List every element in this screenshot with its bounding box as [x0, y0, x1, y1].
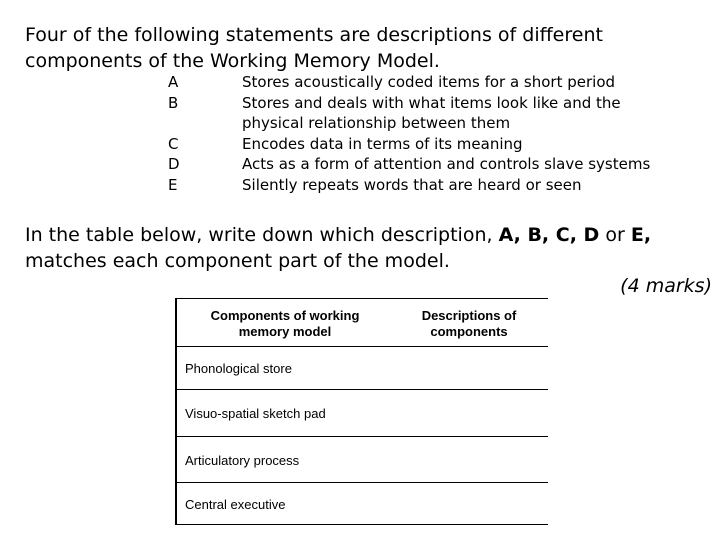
option-letter-d: D [168, 155, 180, 173]
component-visuo-spatial-sketch-pad: Visuo-spatial sketch pad [185, 406, 326, 421]
table-row [177, 483, 548, 524]
header-descriptions-line-1: Descriptions of [421, 308, 517, 323]
marks-label: (4 marks) [620, 275, 712, 297]
description-answer-cell[interactable] [392, 453, 542, 469]
answer-table [175, 298, 548, 525]
instruction-text [25, 222, 705, 274]
description-options [0, 72, 720, 202]
component-articulatory-process: Articulatory process [185, 453, 300, 468]
header-components-line-2: memory model [238, 324, 332, 339]
question-intro [25, 22, 685, 74]
header-components-line-1: Components of working [210, 308, 360, 323]
option-text-a: Stores acoustically coded items for a short period [242, 73, 616, 91]
description-answer-cell[interactable] [392, 497, 542, 513]
component-central-executive: Central executive [185, 497, 286, 512]
component-phonological-store: Phonological store [185, 361, 292, 376]
option-text-d: Acts as a form of attention and controls slave systems [242, 155, 651, 173]
header-descriptions [399, 308, 539, 340]
instruction-pre: In the table below, write down which description, [25, 224, 499, 246]
header-components [195, 308, 375, 340]
instruction-mid: or [599, 224, 631, 246]
table-row [177, 437, 548, 483]
intro-line-1: Four of the following statements are descriptions of different [25, 24, 603, 46]
header-descriptions-line-2: components [430, 324, 508, 339]
table-row [177, 347, 548, 390]
intro-line-2: components of the Working Memory Model. [25, 50, 440, 72]
option-text-b: Stores and deals with what items look like and the physical relationship between them [242, 93, 621, 132]
option-letter-e: E [168, 175, 178, 194]
option-text-c: Encodes data in terms of its meaning [242, 134, 523, 153]
description-answer-cell[interactable] [392, 361, 542, 377]
option-letter-b: B [168, 93, 179, 112]
instruction-bold-letters: A, B, C, D [498, 224, 600, 246]
instruction-line-2: matches each component part of the model. [25, 250, 450, 272]
option-text-e: Silently repeats words that are heard or seen [242, 175, 582, 194]
instruction-line-1 [25, 222, 705, 248]
table-header-row [177, 299, 548, 347]
instruction-bold-last: E, [630, 224, 652, 246]
description-answer-cell[interactable] [392, 406, 542, 422]
option-letter-c: C [168, 134, 179, 153]
option-letter-a: A [168, 73, 179, 91]
table-row [177, 390, 548, 437]
